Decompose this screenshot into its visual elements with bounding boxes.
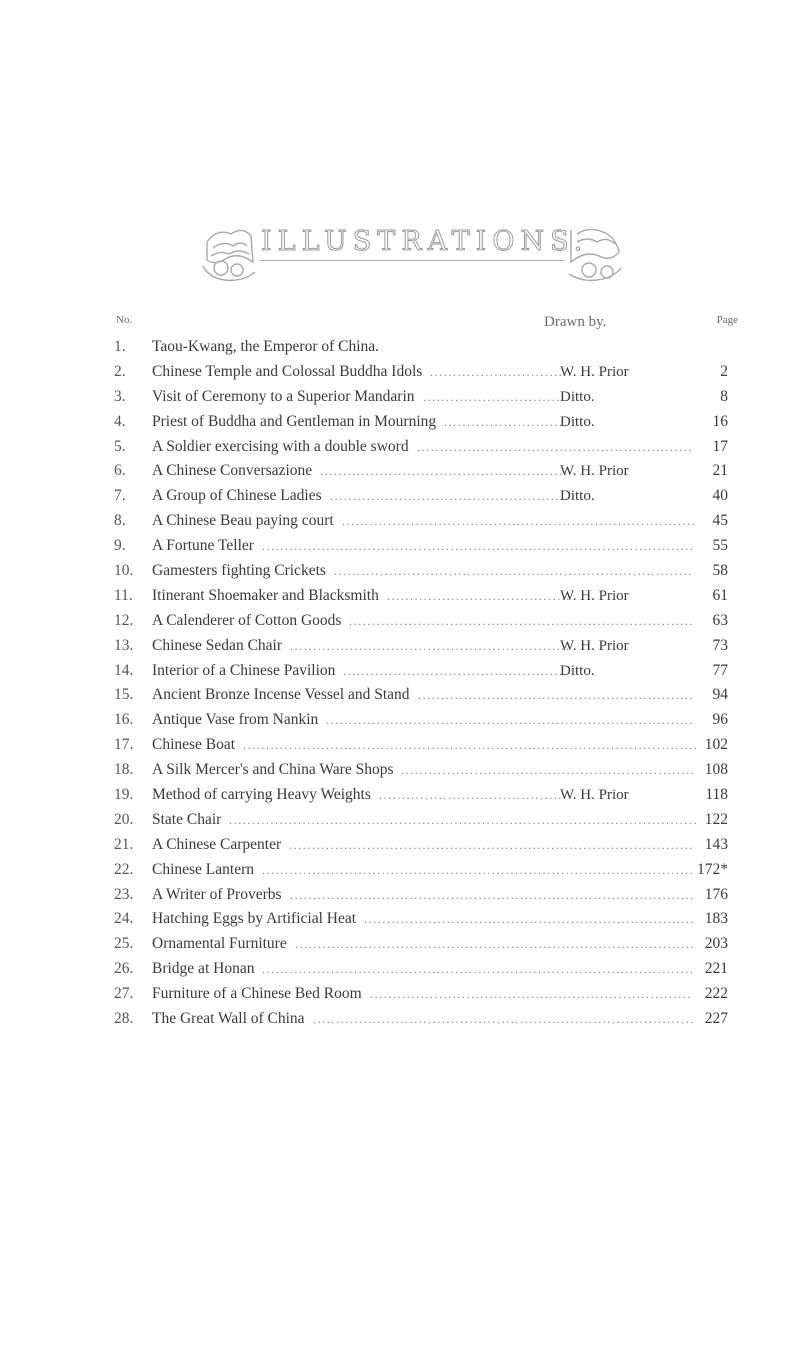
list-item bbox=[0, 733, 800, 758]
item-title: A Fortune Teller bbox=[152, 537, 254, 555]
item-title: Priest of Buddha and Gentleman in Mourning bbox=[152, 412, 437, 430]
item-number: 1. bbox=[114, 338, 126, 355]
list-item bbox=[0, 534, 800, 559]
dot-leader: ............................................................ bbox=[418, 688, 694, 703]
item-title: Method of carrying Heavy Weights bbox=[152, 786, 371, 804]
item-title: Gamesters fighting Crickets bbox=[152, 562, 326, 580]
item-page: 21 bbox=[712, 462, 728, 480]
list-item bbox=[0, 559, 800, 584]
dot-leader: ........................................ bbox=[387, 588, 571, 603]
dot-leader: ............................................................................. bbox=[342, 514, 697, 529]
list-item bbox=[0, 957, 800, 982]
item-title: The Great Wall of China bbox=[152, 1010, 305, 1028]
list-item bbox=[0, 833, 800, 858]
list-item bbox=[0, 982, 800, 1007]
item-number: 20. bbox=[114, 810, 134, 828]
item-title: Chinese Sedan Chair bbox=[152, 636, 283, 654]
item-number: 23. bbox=[114, 885, 134, 903]
dot-leader: ........................................................................ bbox=[364, 912, 696, 927]
list-item bbox=[0, 385, 800, 410]
dot-leader: ...................................................................... bbox=[370, 987, 692, 1002]
dot-leader: ....................................................................................... bbox=[295, 937, 696, 952]
item-number: 22. bbox=[114, 860, 134, 878]
item-number: 25. bbox=[114, 935, 134, 953]
item-number: 18. bbox=[114, 761, 134, 779]
item-title: Itinerant Shoemaker and Blacksmith bbox=[152, 586, 379, 604]
column-header-page: Page bbox=[716, 314, 738, 326]
item-title: A Silk Mercer's and China Ware Shops bbox=[152, 761, 394, 779]
item-page: 73 bbox=[712, 636, 728, 654]
list-item bbox=[0, 758, 800, 783]
item-page: 176 bbox=[704, 885, 728, 903]
item-page: 203 bbox=[704, 935, 728, 953]
column-header-no: No. bbox=[116, 314, 133, 326]
banner-title: ILLUSTRATIONS. bbox=[261, 226, 589, 257]
dot-leader: .............................................................................................. bbox=[262, 962, 695, 977]
item-page: 221 bbox=[704, 960, 728, 978]
item-page: 16 bbox=[712, 412, 728, 430]
item-page: 222 bbox=[704, 985, 728, 1003]
item-title: Ancient Bronze Incense Vessel and Stand bbox=[152, 686, 410, 704]
dot-leader: .................................................... bbox=[330, 489, 570, 504]
item-page: 96 bbox=[712, 711, 728, 729]
item-number: 15. bbox=[114, 686, 134, 704]
dot-leader: .............................................................................. bbox=[334, 564, 693, 579]
dot-leader: ............................................................. bbox=[290, 638, 571, 653]
list-item bbox=[0, 808, 800, 833]
item-title: Chinese Lantern bbox=[152, 860, 255, 878]
item-number: 4. bbox=[114, 412, 126, 430]
item-page: 55 bbox=[712, 537, 728, 555]
dot-leader: ...................................................... bbox=[320, 464, 569, 479]
item-number: 19. bbox=[114, 786, 134, 804]
list-item bbox=[0, 932, 800, 957]
item-title: Antique Vase from Nankin bbox=[152, 711, 319, 729]
list-item bbox=[0, 783, 800, 808]
item-title: A Calenderer of Cotton Goods bbox=[152, 611, 342, 629]
dot-leader: ...................................................................................................... bbox=[229, 812, 699, 827]
dot-leader: ................................................. bbox=[343, 663, 569, 678]
item-number: 17. bbox=[114, 736, 134, 754]
item-number: 27. bbox=[114, 985, 134, 1003]
dot-leader: ........................................................................... bbox=[349, 613, 694, 628]
item-number: 28. bbox=[114, 1010, 134, 1028]
item-page: 143 bbox=[704, 835, 728, 853]
item-number: 9. bbox=[114, 537, 126, 555]
item-number: 2. bbox=[114, 362, 126, 380]
dot-leader: ................................................................................... bbox=[313, 1012, 695, 1027]
item-title: A Group of Chinese Ladies bbox=[152, 487, 322, 505]
item-number: 16. bbox=[114, 711, 134, 729]
item-page: 58 bbox=[712, 562, 728, 580]
list-item bbox=[0, 459, 800, 484]
item-number: 5. bbox=[114, 437, 126, 455]
dot-leader: ................................................................................................... bbox=[243, 738, 699, 753]
list-item bbox=[0, 1007, 800, 1032]
item-number: 7. bbox=[114, 487, 126, 505]
list-item bbox=[0, 907, 800, 932]
dot-leader: ................................ bbox=[423, 389, 571, 404]
item-title: Chinese Boat bbox=[152, 736, 236, 754]
item-title: Bridge at Honan bbox=[152, 960, 255, 978]
dot-leader: ............................................................ bbox=[417, 439, 693, 454]
item-title: Chinese Temple and Colossal Buddha Idols bbox=[152, 362, 423, 380]
item-page: 8 bbox=[720, 387, 728, 405]
illustrations-list bbox=[0, 335, 800, 1032]
item-page: 40 bbox=[712, 487, 728, 505]
item-page: 172* bbox=[697, 860, 728, 878]
column-header-drawn-by: Drawn by. bbox=[544, 314, 607, 330]
list-item bbox=[0, 360, 800, 385]
item-page: 118 bbox=[705, 786, 728, 804]
item-page: 108 bbox=[704, 761, 728, 779]
item-title: Visit of Ceremony to a Superior Mandarin bbox=[152, 387, 415, 405]
dot-leader: .............................................................................................. bbox=[262, 862, 695, 877]
list-item bbox=[0, 858, 800, 883]
list-item bbox=[0, 410, 800, 435]
item-drawn-by: Ditto. bbox=[560, 488, 595, 505]
item-page: 2 bbox=[720, 362, 728, 380]
item-page: 61 bbox=[712, 586, 728, 604]
item-page: 183 bbox=[704, 910, 728, 928]
list-item bbox=[0, 484, 800, 509]
item-number: 24. bbox=[114, 910, 134, 928]
item-number: 26. bbox=[114, 960, 134, 978]
item-title: A Chinese Conversazione bbox=[152, 462, 313, 480]
item-number: 11. bbox=[114, 586, 133, 604]
list-item bbox=[0, 584, 800, 609]
item-number: 8. bbox=[114, 512, 126, 530]
item-number: 10. bbox=[114, 562, 134, 580]
item-title: Ornamental Furniture bbox=[152, 935, 287, 953]
dot-leader: .............................................................................................. bbox=[262, 539, 695, 554]
item-title: Taou-Kwang, the Emperor of China. bbox=[152, 338, 380, 355]
item-page: 102 bbox=[704, 736, 728, 754]
item-title: A Soldier exercising with a double sword bbox=[152, 437, 409, 455]
dot-leader: ........................................................................................ bbox=[289, 837, 694, 852]
item-page: 45 bbox=[712, 512, 728, 530]
item-drawn-by: W. H. Prior bbox=[560, 587, 629, 604]
item-number: 14. bbox=[114, 661, 134, 679]
item-title: Furniture of a Chinese Bed Room bbox=[152, 985, 362, 1003]
item-drawn-by: W. H. Prior bbox=[560, 637, 629, 654]
item-title: A Writer of Proverbs bbox=[152, 885, 282, 903]
dot-leader: ......................................... bbox=[379, 788, 568, 803]
item-number: 12. bbox=[114, 611, 134, 629]
list-item bbox=[0, 659, 800, 684]
list-item bbox=[0, 634, 800, 659]
item-drawn-by: Ditto. bbox=[560, 413, 595, 430]
list-item bbox=[0, 435, 800, 460]
dot-leader: ........................... bbox=[444, 414, 569, 429]
item-page: 122 bbox=[704, 810, 728, 828]
item-page: 227 bbox=[704, 1010, 728, 1028]
banner-rule bbox=[259, 260, 565, 261]
dot-leader: .............................. bbox=[430, 364, 568, 379]
item-number: 3. bbox=[114, 387, 126, 405]
list-item bbox=[0, 883, 800, 908]
item-title: Interior of a Chinese Pavilion bbox=[152, 661, 336, 679]
item-drawn-by: W. H. Prior bbox=[560, 787, 629, 804]
list-item bbox=[0, 708, 800, 733]
item-number: 21. bbox=[114, 835, 134, 853]
item-page: 17 bbox=[712, 437, 728, 455]
item-page: 63 bbox=[712, 611, 728, 629]
item-number: 13. bbox=[114, 636, 134, 654]
dot-leader: ................................................................................ bbox=[326, 713, 694, 728]
item-page: 94 bbox=[712, 686, 728, 704]
dragon-ornament-left-icon bbox=[199, 222, 259, 284]
item-number: 6. bbox=[114, 462, 126, 480]
dragon-ornament-right-icon bbox=[565, 222, 625, 284]
item-page: 77 bbox=[712, 661, 728, 679]
illustrations-banner bbox=[199, 222, 625, 284]
dot-leader: ................................................................ bbox=[401, 763, 696, 778]
item-title: A Chinese Beau paying court bbox=[152, 512, 334, 530]
list-item bbox=[0, 509, 800, 534]
list-item bbox=[0, 335, 800, 360]
item-drawn-by: Ditto. bbox=[560, 662, 595, 679]
item-drawn-by: W. H. Prior bbox=[560, 363, 629, 380]
item-title: A Chinese Carpenter bbox=[152, 835, 282, 853]
item-title: Hatching Eggs by Artificial Heat bbox=[152, 910, 357, 928]
dot-leader: ........................................................................................ bbox=[290, 887, 695, 902]
item-drawn-by: W. H. Prior bbox=[560, 463, 629, 480]
list-item bbox=[0, 683, 800, 708]
list-item bbox=[0, 609, 800, 634]
item-drawn-by: Ditto. bbox=[560, 388, 595, 405]
item-title: State Chair bbox=[152, 810, 222, 828]
